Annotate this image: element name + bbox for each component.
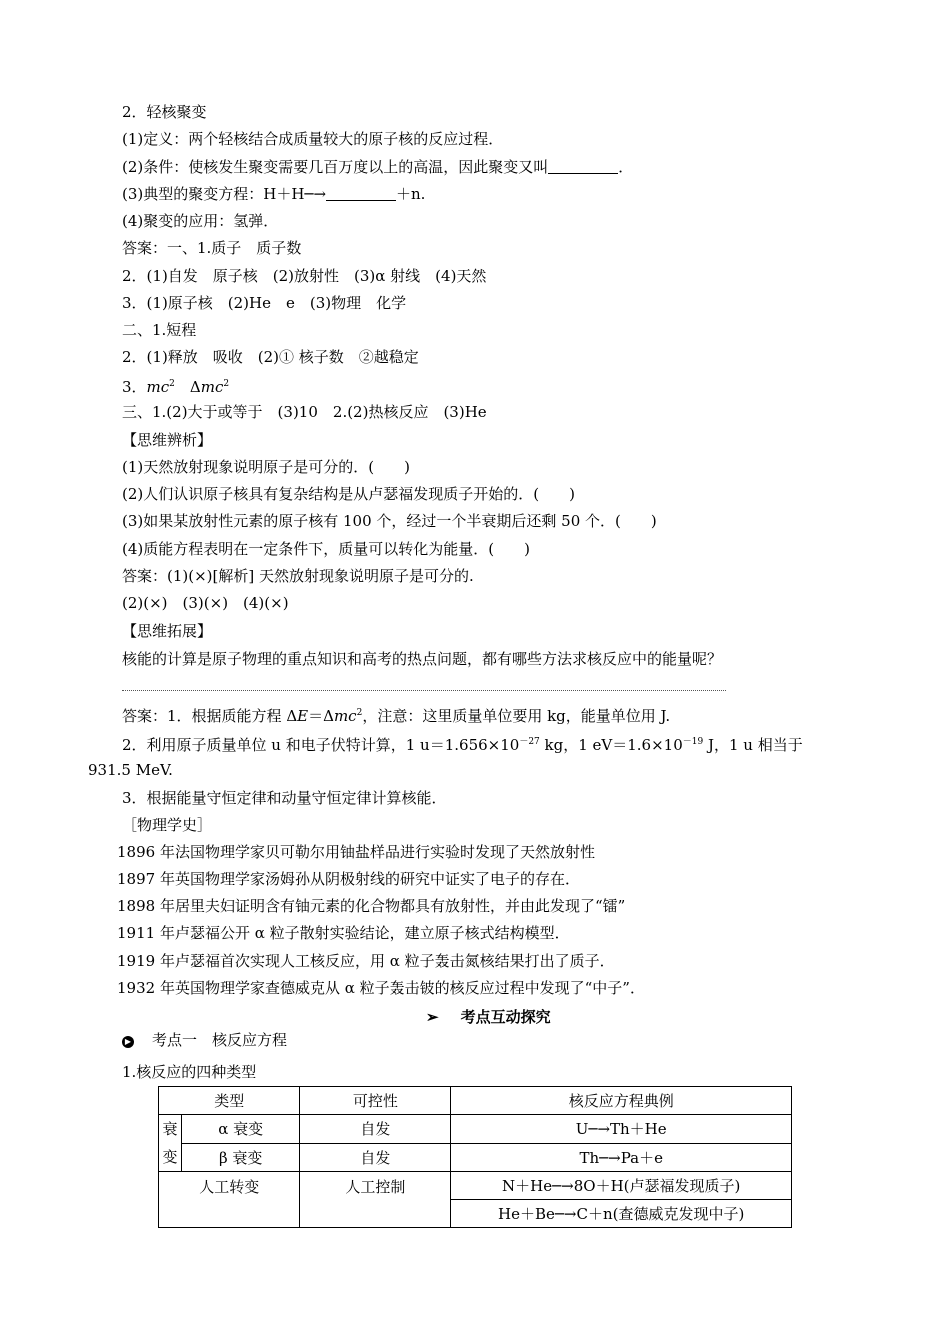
answer-line: 2．(1)自发 原子核 (2)放射性 (3)α 射线 (4)天然 bbox=[122, 267, 487, 285]
history-item: 1898 年居里夫妇证明含有铀元素的化合物都具有放射性，并由此发现了“镭” bbox=[117, 897, 626, 915]
superscript: 2 bbox=[356, 708, 363, 718]
answer-line: 三、1.(2)大于或等于 (3)10 2.(2)热核反应 (3)He bbox=[122, 403, 487, 421]
section-heading-fusion: 2．轻核聚变 bbox=[122, 103, 207, 121]
arrow-head-icon: ➢ bbox=[426, 1008, 439, 1026]
history-item: 1932 年英国物理学家查德威克从 α 粒子轰击铍的核反应过程中发现了“中子”． bbox=[117, 979, 645, 997]
tuozhan-answer-2-cont: 931.5 MeV. bbox=[88, 761, 173, 779]
table-caption: 1.核反应的四种类型 bbox=[122, 1063, 257, 1081]
reaction-table bbox=[158, 1086, 792, 1228]
cell-type: β 衰变 bbox=[182, 1143, 300, 1172]
history-item: 1897 年英国物理学家汤姆孙从阴极射线的研究中证实了电子的存在． bbox=[117, 870, 580, 888]
table-header-row bbox=[159, 1087, 792, 1115]
decay-label-char: 变 bbox=[162, 1148, 178, 1166]
decay-label-char: 衰 bbox=[162, 1120, 178, 1138]
answer-text: ＝Δ bbox=[308, 707, 334, 725]
cell-control: 自发 bbox=[300, 1115, 451, 1144]
fill-blank bbox=[326, 186, 396, 201]
cell-type: α 衰变 bbox=[182, 1115, 300, 1144]
dotted-divider bbox=[122, 690, 726, 691]
cell-equation: He＋Be─→C＋n(查德威克发现中子) bbox=[451, 1200, 792, 1228]
history-item: 1911 年卢瑟福公开 α 粒子散射实验结论，建立原子核式结构模型． bbox=[117, 924, 570, 942]
fusion-definition: (1)定义：两个轻核结合成质量较大的原子核的反应过程． bbox=[122, 130, 504, 148]
bianxi-heading: 【思维辨析】 bbox=[122, 431, 213, 449]
table-row bbox=[159, 1172, 792, 1200]
fusion-application: (4)聚变的应用：氢弹． bbox=[122, 212, 279, 230]
decay-label bbox=[159, 1115, 182, 1172]
header-control: 可控性 bbox=[300, 1087, 451, 1115]
fusion-condition bbox=[122, 157, 633, 177]
formula-mc: mc bbox=[146, 378, 170, 396]
answer-line: 答案：一、1.质子 质子数 bbox=[122, 239, 302, 257]
fusion-equation-end: ＋n. bbox=[396, 185, 426, 203]
play-circle-icon: ▶ bbox=[122, 1036, 134, 1048]
bianxi-answer: (2)(×) (3)(×) (4)(×) bbox=[122, 594, 289, 612]
cell-equation: U─→Th＋He bbox=[451, 1115, 792, 1144]
cell-equation: N＋He─→8O＋H(卢瑟福发现质子) bbox=[451, 1172, 792, 1200]
fill-blank bbox=[548, 159, 618, 174]
fusion-equation-text: (3)典型的聚变方程：H＋H─→ bbox=[122, 185, 327, 203]
history-item: 1896 年法国物理学家贝可勒尔用铀盐样品进行实验时发现了天然放射性 bbox=[117, 843, 595, 861]
answer-text: kg，1 eV＝1.6×10 bbox=[539, 736, 683, 754]
tuozhan-answer-1 bbox=[122, 703, 670, 726]
answer-text: 2．利用原子质量单位 u 和电子伏特计算，1 u＝1.656×10 bbox=[122, 736, 520, 754]
section-title bbox=[426, 1006, 551, 1027]
formula-mc: mc bbox=[200, 378, 224, 396]
answer-text: 3． bbox=[122, 378, 147, 396]
superscript: 2 bbox=[223, 379, 230, 389]
cell-control: 自发 bbox=[300, 1143, 451, 1172]
cell-equation: Th─→Pa＋e bbox=[451, 1143, 792, 1172]
bianxi-answer: 答案：(1)(×)[解析] 天然放射现象说明原子是可分的. bbox=[122, 567, 474, 585]
tuozhan-heading: 【思维拓展】 bbox=[122, 622, 213, 640]
kaodian-heading bbox=[122, 1029, 287, 1050]
bianxi-question: (3)如果某放射性元素的原子核有 100 个，经过一个半衰期后还剩 50 个．( ) bbox=[122, 512, 657, 530]
bianxi-question: (1)天然放射现象说明原子是可分的．( ) bbox=[122, 458, 410, 476]
superscript: 2 bbox=[169, 379, 175, 389]
table-row bbox=[159, 1115, 792, 1144]
formula-mc: mc bbox=[333, 707, 357, 725]
formula-e: E bbox=[297, 707, 309, 725]
table-row bbox=[159, 1143, 792, 1172]
bianxi-question: (4)质能方程表明在一定条件下，质量可以转化为能量．( ) bbox=[122, 540, 530, 558]
superscript: －27 bbox=[519, 737, 540, 747]
history-heading: ［物理学史］ bbox=[122, 816, 213, 834]
header-equation: 核反应方程典例 bbox=[451, 1087, 792, 1115]
history-item: 1919 年卢瑟福首次实现人工核反应，用 α 粒子轰击氮核结果打出了质子． bbox=[117, 952, 615, 970]
tuozhan-answer-2 bbox=[122, 732, 803, 755]
fusion-equation bbox=[122, 184, 425, 204]
answer-text: Δ bbox=[174, 378, 201, 396]
cell-control: 人工控制 bbox=[300, 1172, 451, 1228]
answer-line: 二、1.短程 bbox=[122, 321, 197, 339]
cell-type: 人工转变 bbox=[159, 1172, 300, 1228]
tuozhan-answer-3: 3．根据能量守恒定律和动量守恒定律计算核能． bbox=[122, 789, 447, 807]
answer-text: ，注意：这里质量单位要用 kg，能量单位用 J. bbox=[362, 707, 671, 725]
superscript: －19 bbox=[682, 737, 704, 747]
fusion-condition-end: ． bbox=[618, 158, 634, 176]
section-title-text: 考点互动探究 bbox=[460, 1008, 551, 1026]
answer-text: J，1 u 相当于 bbox=[703, 736, 803, 754]
answer-line bbox=[122, 374, 229, 397]
header-type: 类型 bbox=[159, 1087, 300, 1115]
bianxi-question: (2)人们认识原子核具有复杂结构是从卢瑟福发现质子开始的．( ) bbox=[122, 485, 575, 503]
answer-text: 答案：1．根据质能方程 Δ bbox=[122, 707, 298, 725]
kaodian-title: 考点一 核反应方程 bbox=[152, 1031, 288, 1049]
answer-line: 3．(1)原子核 (2)He e (3)物理 化学 bbox=[122, 294, 407, 312]
answer-line: 2．(1)释放 吸收 (2)① 核子数 ②越稳定 bbox=[122, 348, 419, 366]
fusion-condition-text: (2)条件：使核发生聚变需要几百万度以上的高温，因此聚变又叫 bbox=[122, 158, 549, 176]
tuozhan-question: 核能的计算是原子物理的重点知识和高考的热点问题，都有哪些方法求核反应中的能量呢？ bbox=[122, 650, 723, 668]
